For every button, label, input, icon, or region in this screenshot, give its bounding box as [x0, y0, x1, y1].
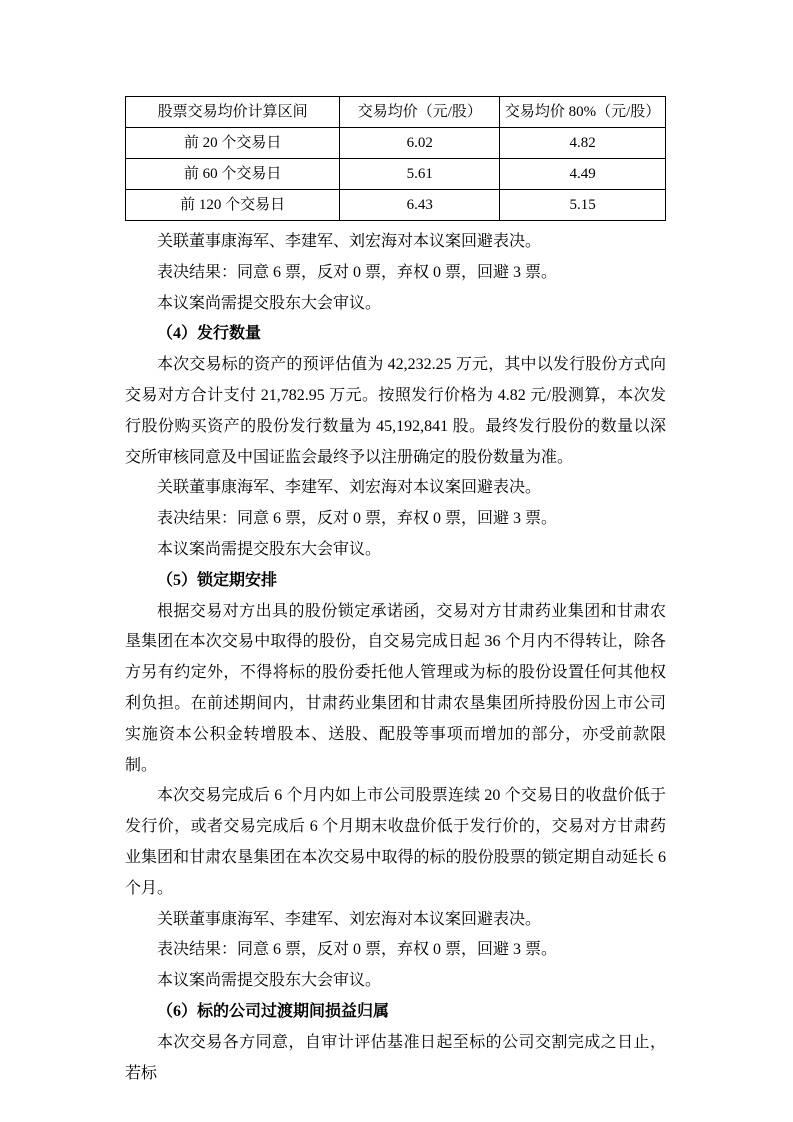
paragraph: 本次交易各方同意，自审计评估基准日起至标的公司交割完成之日止，若标 — [125, 1033, 666, 1082]
table-cell: 前 60 个交易日 — [126, 159, 340, 190]
table-cell: 前 120 个交易日 — [126, 190, 340, 221]
paragraph: 表决结果：同意 6 票，反对 0 票，弃权 0 票，回避 3 票。 — [157, 263, 558, 281]
paragraph: 本议案尚需提交股东大会审议。 — [157, 540, 382, 558]
section-heading: （4）发行数量 — [157, 325, 262, 343]
table-cell: 5.15 — [500, 190, 666, 221]
paragraph: 表决结果：同意 6 票，反对 0 票，弃权 0 票，回避 3 票。 — [157, 510, 558, 528]
table-header-cell: 股票交易均价计算区间 — [126, 97, 340, 128]
table-cell: 5.61 — [340, 159, 500, 190]
paragraph: 表决结果：同意 6 票，反对 0 票，弃权 0 票，回避 3 票。 — [157, 941, 558, 959]
paragraph: 本议案尚需提交股东大会审议。 — [157, 972, 382, 990]
document-body — [125, 227, 666, 1089]
table-cell: 4.82 — [500, 128, 666, 159]
paragraph: 本次交易标的资产的预评估值为 42,232.25 万元，其中以发行股份方式向交易对方合计支付 21,782.95 万元。按照发行价格为 4.82 元/股测算，本次发行股份购买资产的股份发行数量为 45,192,841 股。最终发行股份的数量以深交所审核同意及中国证监会最终予以注册确定的股份数量为准。 — [125, 356, 666, 466]
table-header-cell: 交易均价 80%（元/股） — [500, 97, 666, 128]
table-header-cell: 交易均价（元/股） — [340, 97, 500, 128]
table-row — [126, 128, 666, 159]
paragraph: 关联董事康海军、李建军、刘宏海对本议案回避表决。 — [157, 479, 542, 497]
table-cell: 6.43 — [340, 190, 500, 221]
section-heading: （5）锁定期安排 — [157, 571, 278, 589]
paragraph: 本议案尚需提交股东大会审议。 — [157, 294, 382, 312]
table-header-row — [126, 97, 666, 128]
table-row — [126, 190, 666, 221]
paragraph: 本次交易完成后 6 个月内如上市公司股票连续 20 个交易日的收盘价低于发行价，或者交易完成后 6 个月期末收盘价低于发行价的，交易对方甘肃药业集团和甘肃农垦集团在本次交易中取得的标的股份股票的锁定期自动延长 6 个月。 — [125, 787, 666, 897]
paragraph: 根据交易对方出具的股份锁定承诺函，交易对方甘肃药业集团和甘肃农垦集团在本次交易中取得的股份，自交易完成日起 36 个月内不得转让，除各方另有约定外，不得将标的股份委托他人管理或为标的股份设置任何其他权利负担。在前述期间内，甘肃药业集团和甘肃农垦集团所持股份因上市公司实施资本公积金转增股本、送股、配股等事项而增加的部分，亦受前款限制。 — [125, 602, 666, 774]
table-cell: 6.02 — [340, 128, 500, 159]
table-row — [126, 159, 666, 190]
section-heading: （6）标的公司过渡期间损益归属 — [157, 1002, 390, 1020]
table-cell: 前 20 个交易日 — [126, 128, 340, 159]
paragraph: 关联董事康海军、李建军、刘宏海对本议案回避表决。 — [157, 233, 542, 250]
average-price-table — [125, 96, 666, 221]
table-cell: 4.49 — [500, 159, 666, 190]
paragraph: 关联董事康海军、李建军、刘宏海对本议案回避表决。 — [157, 910, 542, 928]
